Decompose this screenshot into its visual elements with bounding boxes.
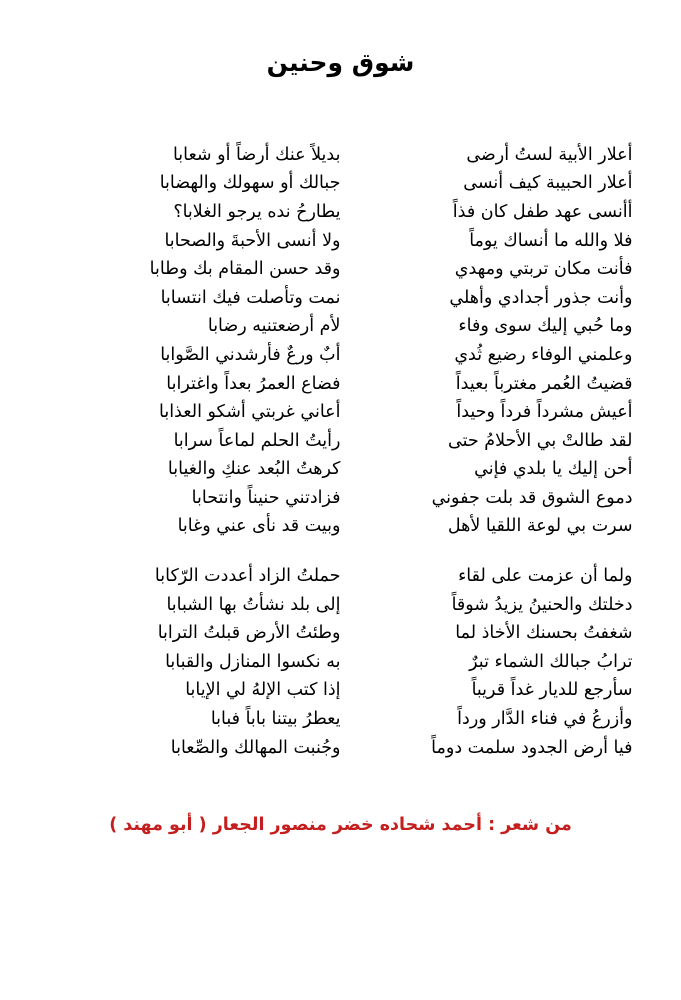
verse-line (49, 227, 633, 256)
verse-line (49, 312, 633, 341)
hemistich-first: أعلار الحبيبة كيف أنسى (463, 173, 633, 194)
hemistich-second: نمت وتأصلت فيك انتسابا (160, 287, 341, 308)
verse-line (49, 705, 633, 734)
hemistich-first: قضيتُ العُمر مغترباً بعيداً (455, 373, 633, 394)
hemistich-first: وأزرعُ في فناء الدَّار ورداً (457, 709, 633, 730)
verse-line (49, 341, 633, 370)
hemistich-first: سرت بي لوعة اللقيا لأهل (447, 516, 633, 537)
attribution-line: من شعر : أحمد شحاده خضر منصور الجعار ( أبو مهند ) (109, 815, 572, 836)
hemistich-first: أأنسى عهد طفل كان فذاً (452, 201, 633, 222)
hemistich-first: أعيش مشرداً فرداً وحيداً (456, 402, 633, 423)
hemistich-second: فضاع العمرُ بعداً واغترابا (166, 373, 341, 394)
verse-line (49, 198, 633, 227)
verse-line (49, 427, 633, 456)
hemistich-first: دخلتك والحنينُ يزيدُ شوقاً (451, 594, 633, 615)
hemistich-first: دموع الشوق قد بلت جفوني (431, 487, 633, 508)
hemistich-first: أعلار الأبية لستُ أرضى (466, 144, 633, 165)
verse-line (49, 255, 633, 284)
verse-line (49, 484, 633, 513)
hemistich-second: أعاني غربتي أشكو العذابا (159, 402, 341, 423)
stanza-2 (49, 562, 633, 762)
hemistich-first: أحن إليك يا بلدي فإني (474, 459, 633, 480)
hemistich-first: شغفتُ بحسنك الأخاذ لما (455, 623, 633, 644)
hemistich-second: بديلاً عنك أرضاً أو شعابا (172, 144, 341, 165)
hemistich-first: وأنت جذور أجدادي وأهلي (449, 287, 633, 308)
hemistich-second: به نكسوا المنازل والقبابا (165, 651, 341, 672)
stanza-1 (49, 141, 633, 541)
hemistich-second: أبٌ ورعٌ فأرشدني الصَّوابا (160, 344, 341, 365)
hemistich-second: يطارحُ نده يرجو الغلابا؟ (173, 201, 341, 222)
verse-line (49, 734, 633, 763)
verse-line (49, 591, 633, 620)
hemistich-second: ولا أنسى الأحبةَ والصحابا (164, 230, 341, 251)
hemistich-first: سأرجع للديار غداً قريباً (471, 680, 633, 701)
hemistich-second: رأيتُ الحلم لماعاً سرابا (173, 430, 341, 451)
hemistich-first: فلا والله ما أنساك يوماً (469, 230, 633, 251)
hemistich-second: جبالك أو سهولك والهضابا (159, 173, 341, 194)
verse-line (49, 676, 633, 705)
hemistich-second: وبيت قد نأى عني وغابا (177, 516, 341, 537)
hemistich-first: وعلمني الوفاء رضيع ثُدي (454, 344, 633, 365)
hemistich-second: يعطرُ بيتنا باباً فبابا (210, 709, 341, 730)
hemistich-first: فيا أرض الجدود سلمت دوماً (431, 737, 633, 758)
verse-line (49, 648, 633, 677)
hemistich-second: وطئتُ الأرض قبلتُ الترابا (157, 623, 341, 644)
hemistich-second: إلى بلد نشأتُ بها الشبابا (166, 594, 341, 615)
verse-line (49, 562, 633, 591)
hemistich-second: حملتُ الزاد أعددت الرّكابا (154, 566, 341, 587)
hemistich-first: ترابُ جبالك الشماء تبرٌ (469, 651, 633, 672)
hemistich-first: لقد طالتْ بي الأحلامُ حتى (448, 430, 633, 451)
verse-line (49, 398, 633, 427)
hemistich-second: وقد حسن المقام بك وطابا (149, 259, 341, 280)
hemistich-second: إذا كتب الإلهُ لي الإيابا (185, 680, 341, 701)
verse-line (49, 370, 633, 399)
hemistich-second: لأم أرضعتنيه رضابا (207, 316, 341, 337)
hemistich-first: ولما أن عزمت على لقاء (458, 566, 633, 587)
verse-line (49, 455, 633, 484)
hemistich-second: فزادتني حنيناً وانتحابا (191, 487, 341, 508)
hemistich-second: كرهتُ البُعد عنكِ والغيابا (167, 459, 341, 480)
poem-body (49, 141, 633, 762)
verse-line (49, 169, 633, 198)
page-title: شوق وحنين (266, 48, 415, 77)
verse-line (49, 284, 633, 313)
hemistich-second: وجُنبت المهالك والصِّعابا (170, 737, 341, 758)
verse-line (49, 141, 633, 170)
verse-line (49, 619, 633, 648)
hemistich-first: وما حُبي إليك سوى وفاء (458, 316, 633, 337)
hemistich-first: فأنت مكان تربتي ومهدي (454, 259, 633, 280)
verse-line (49, 512, 633, 541)
